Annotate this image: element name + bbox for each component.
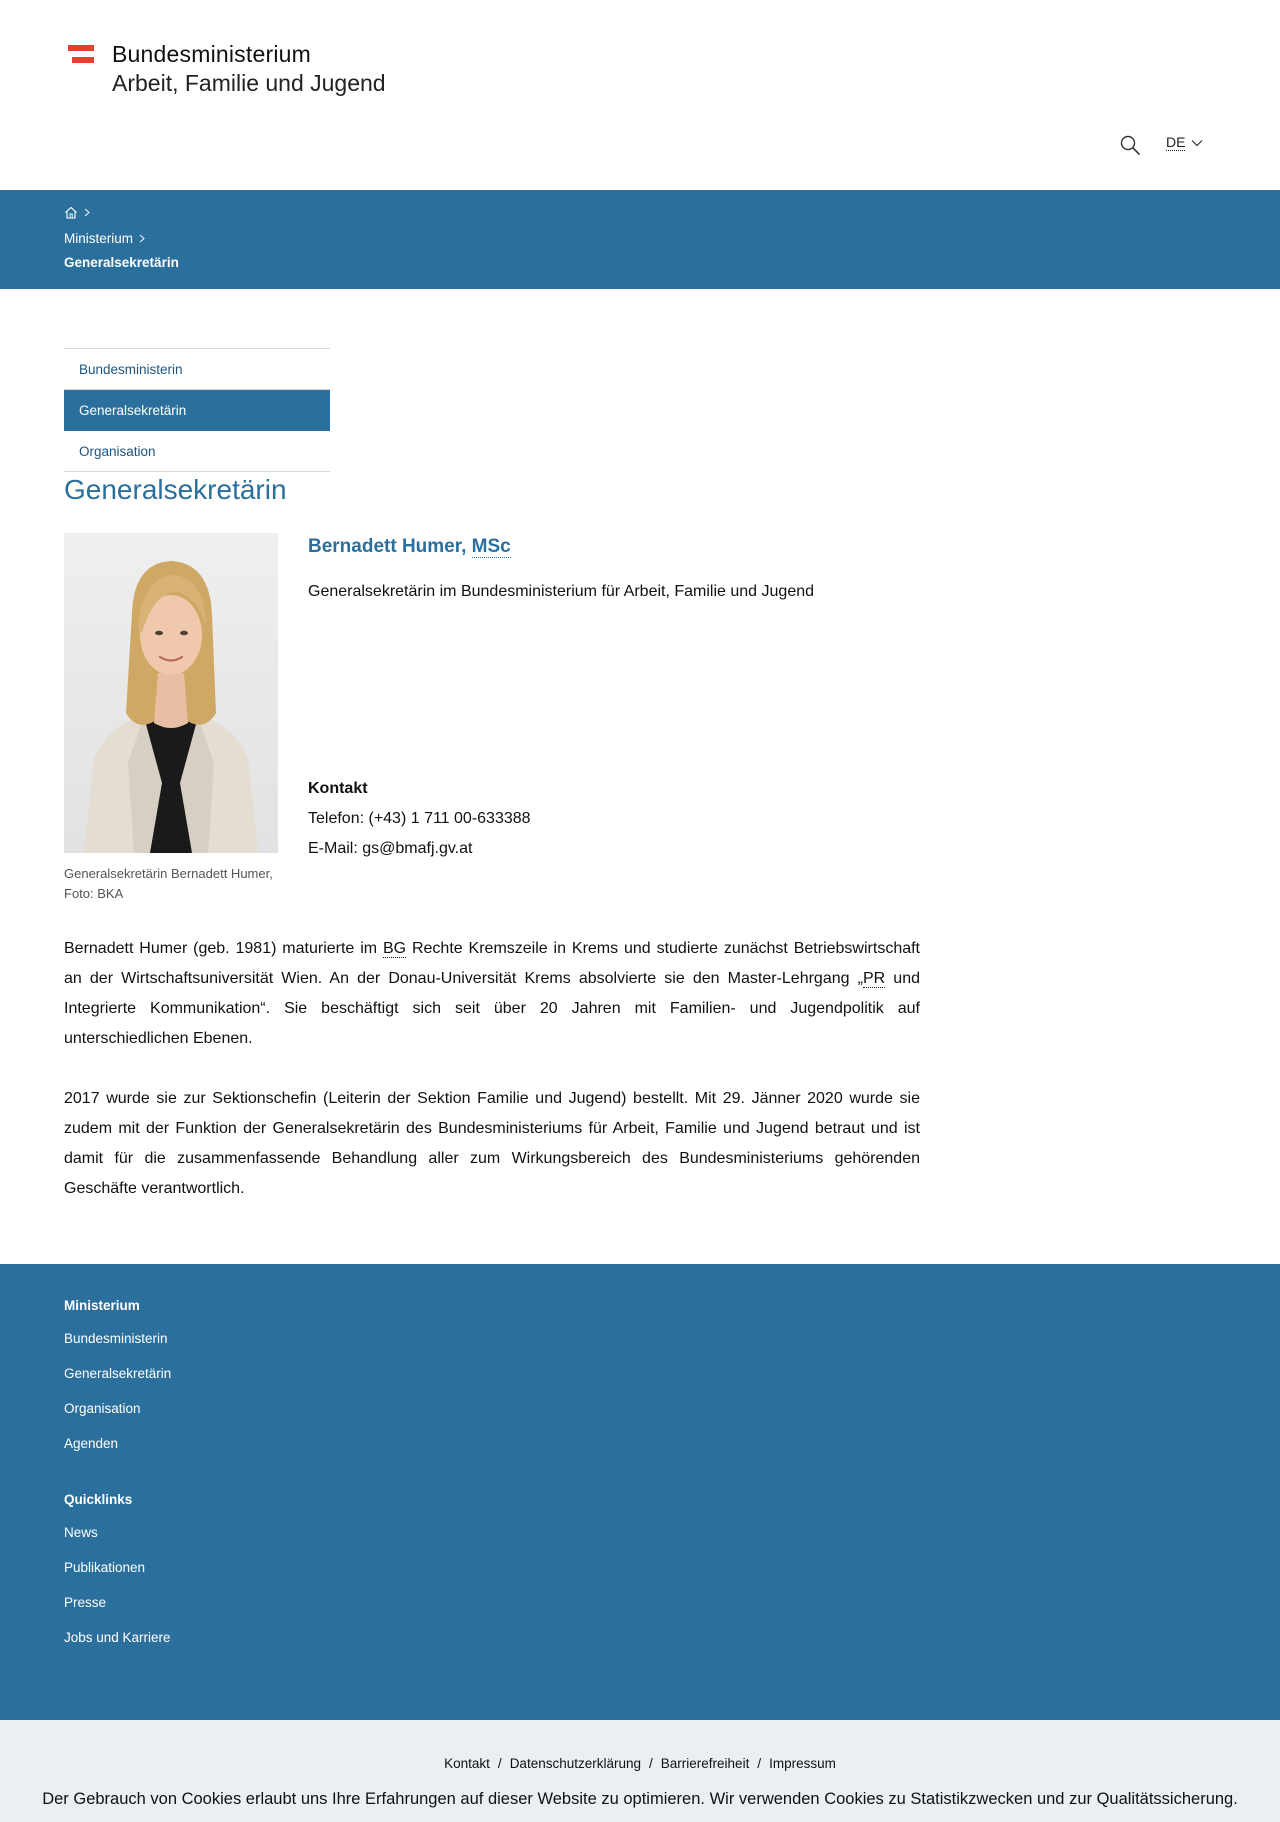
degree-abbreviation: MSc [471,536,511,557]
biography-paragraph-2: 2017 wurde sie zur Sektionschefin (Leiterin der Sektion Familie und Jugend) bestellt. Mit 29. Jänner 2020 wurde sie zudem mit der Funktion der Generalsekretärin des Bundesministeriums für Arbeit, Familie und Jugend betraut und ist damit für die zusammenfassende Behandlung aller zum Wirkungsbereich des Bundesministeriums gehörenden Geschäfte verantwortlich. [64,1090,920,1197]
footer-link-news[interactable]: News [64,1525,98,1540]
contact-heading: Kontakt [308,780,368,797]
footer-heading-ministerium: Ministerium [64,1298,140,1313]
contact-email[interactable]: E-Mail: gs@bmafj.gv.at [308,840,473,857]
breadcrumb-label: Generalsekretärin [64,255,179,270]
abbreviation-bg: BG [382,940,407,957]
subnav-item-organisation[interactable]: Organisation [64,431,330,472]
footer-link-generalsekretaerin[interactable]: Generalsekretärin [64,1366,172,1381]
language-switcher[interactable] [1166,134,1203,151]
contact-phone: Telefon: (+43) 1 711 00-633388 [308,810,531,827]
chevron-right-icon [139,234,145,243]
subnav-item-generalsekretaerin[interactable]: Generalsekretärin [64,390,330,431]
logo-line-1: Bundesministerium [112,41,311,67]
language-code: DE [1166,134,1186,150]
breadcrumb-label: Ministerium [64,231,134,246]
legal-link-datenschutz[interactable]: Datenschutzerklärung [509,1756,642,1771]
search-button[interactable] [1118,133,1144,159]
ministry-logo[interactable] [68,40,386,98]
abbreviation-pr: PR [862,970,886,987]
legal-link-kontakt[interactable]: Kontakt [444,1756,490,1771]
person-name [308,536,511,558]
footer-link-jobs[interactable]: Jobs und Karriere [64,1630,171,1645]
breadcrumb-ministerium[interactable] [64,231,145,246]
breadcrumb-current [64,255,179,270]
logo-line-2: Arbeit, Familie und Jugend [112,70,386,96]
site-header [0,0,1280,190]
portrait-photo [64,533,278,853]
legal-link-barrierefreiheit[interactable]: Barrierefreiheit [660,1756,750,1771]
breadcrumb-bar [0,190,1280,289]
biography-paragraph-1: Bernadett Humer (geb. 1981) maturierte im BG Rechte Kremszeile in Krems und studierte zunächst Betriebswirtschaft an der Wirtschaftsuniversität Wien. An der Donau-Universität Krems absolvierte sie den Master-Lehrgang „PR und Integrierte Kommunikation“. Sie beschäftigt sich seit über 20 Jahren mit Familien- und Jugendpolitik auf unterschiedlichen Ebenen. [64,940,921,1047]
footer-link-organisation[interactable]: Organisation [64,1401,141,1416]
search-icon [1118,133,1144,159]
chevron-down-icon [1191,139,1203,147]
site-footer [0,1264,1280,1720]
footer-link-presse[interactable]: Presse [64,1595,107,1610]
legal-links: Kontakt / Datenschutzerklärung / Barrierefreiheit / Impressum [444,1756,836,1771]
footer-link-publikationen[interactable]: Publikationen [64,1560,146,1575]
person-role: Generalsekretärin im Bundesministerium für Arbeit, Familie und Jugend [308,583,815,600]
footer-link-agenden[interactable]: Agenden [64,1436,119,1451]
section-subnav [64,348,330,472]
photo-caption: Generalsekretärin Bernadett Humer, Foto: BKA [64,866,273,901]
chevron-right-icon [84,208,90,217]
subnav-item-bundesministerin[interactable]: Bundesministerin [64,349,330,390]
footer-heading-quicklinks: Quicklinks [64,1492,133,1507]
legal-link-impressum[interactable]: Impressum [769,1756,836,1771]
cookie-notice: Der Gebrauch von Cookies erlaubt uns Ihre Erfahrungen auf dieser Website zu optimieren. Wir verwenden Cookies zu Statistikzwecken und zur Qualitätssicherung. [42,1790,1238,1808]
breadcrumb-home[interactable] [64,206,90,219]
person-name-text: Bernadett Humer, [308,536,467,557]
austria-flag-icon [68,45,96,98]
home-icon [64,206,78,219]
page-title: Generalsekretärin [64,474,287,505]
footer-link-bundesministerin[interactable]: Bundesministerin [64,1331,168,1346]
